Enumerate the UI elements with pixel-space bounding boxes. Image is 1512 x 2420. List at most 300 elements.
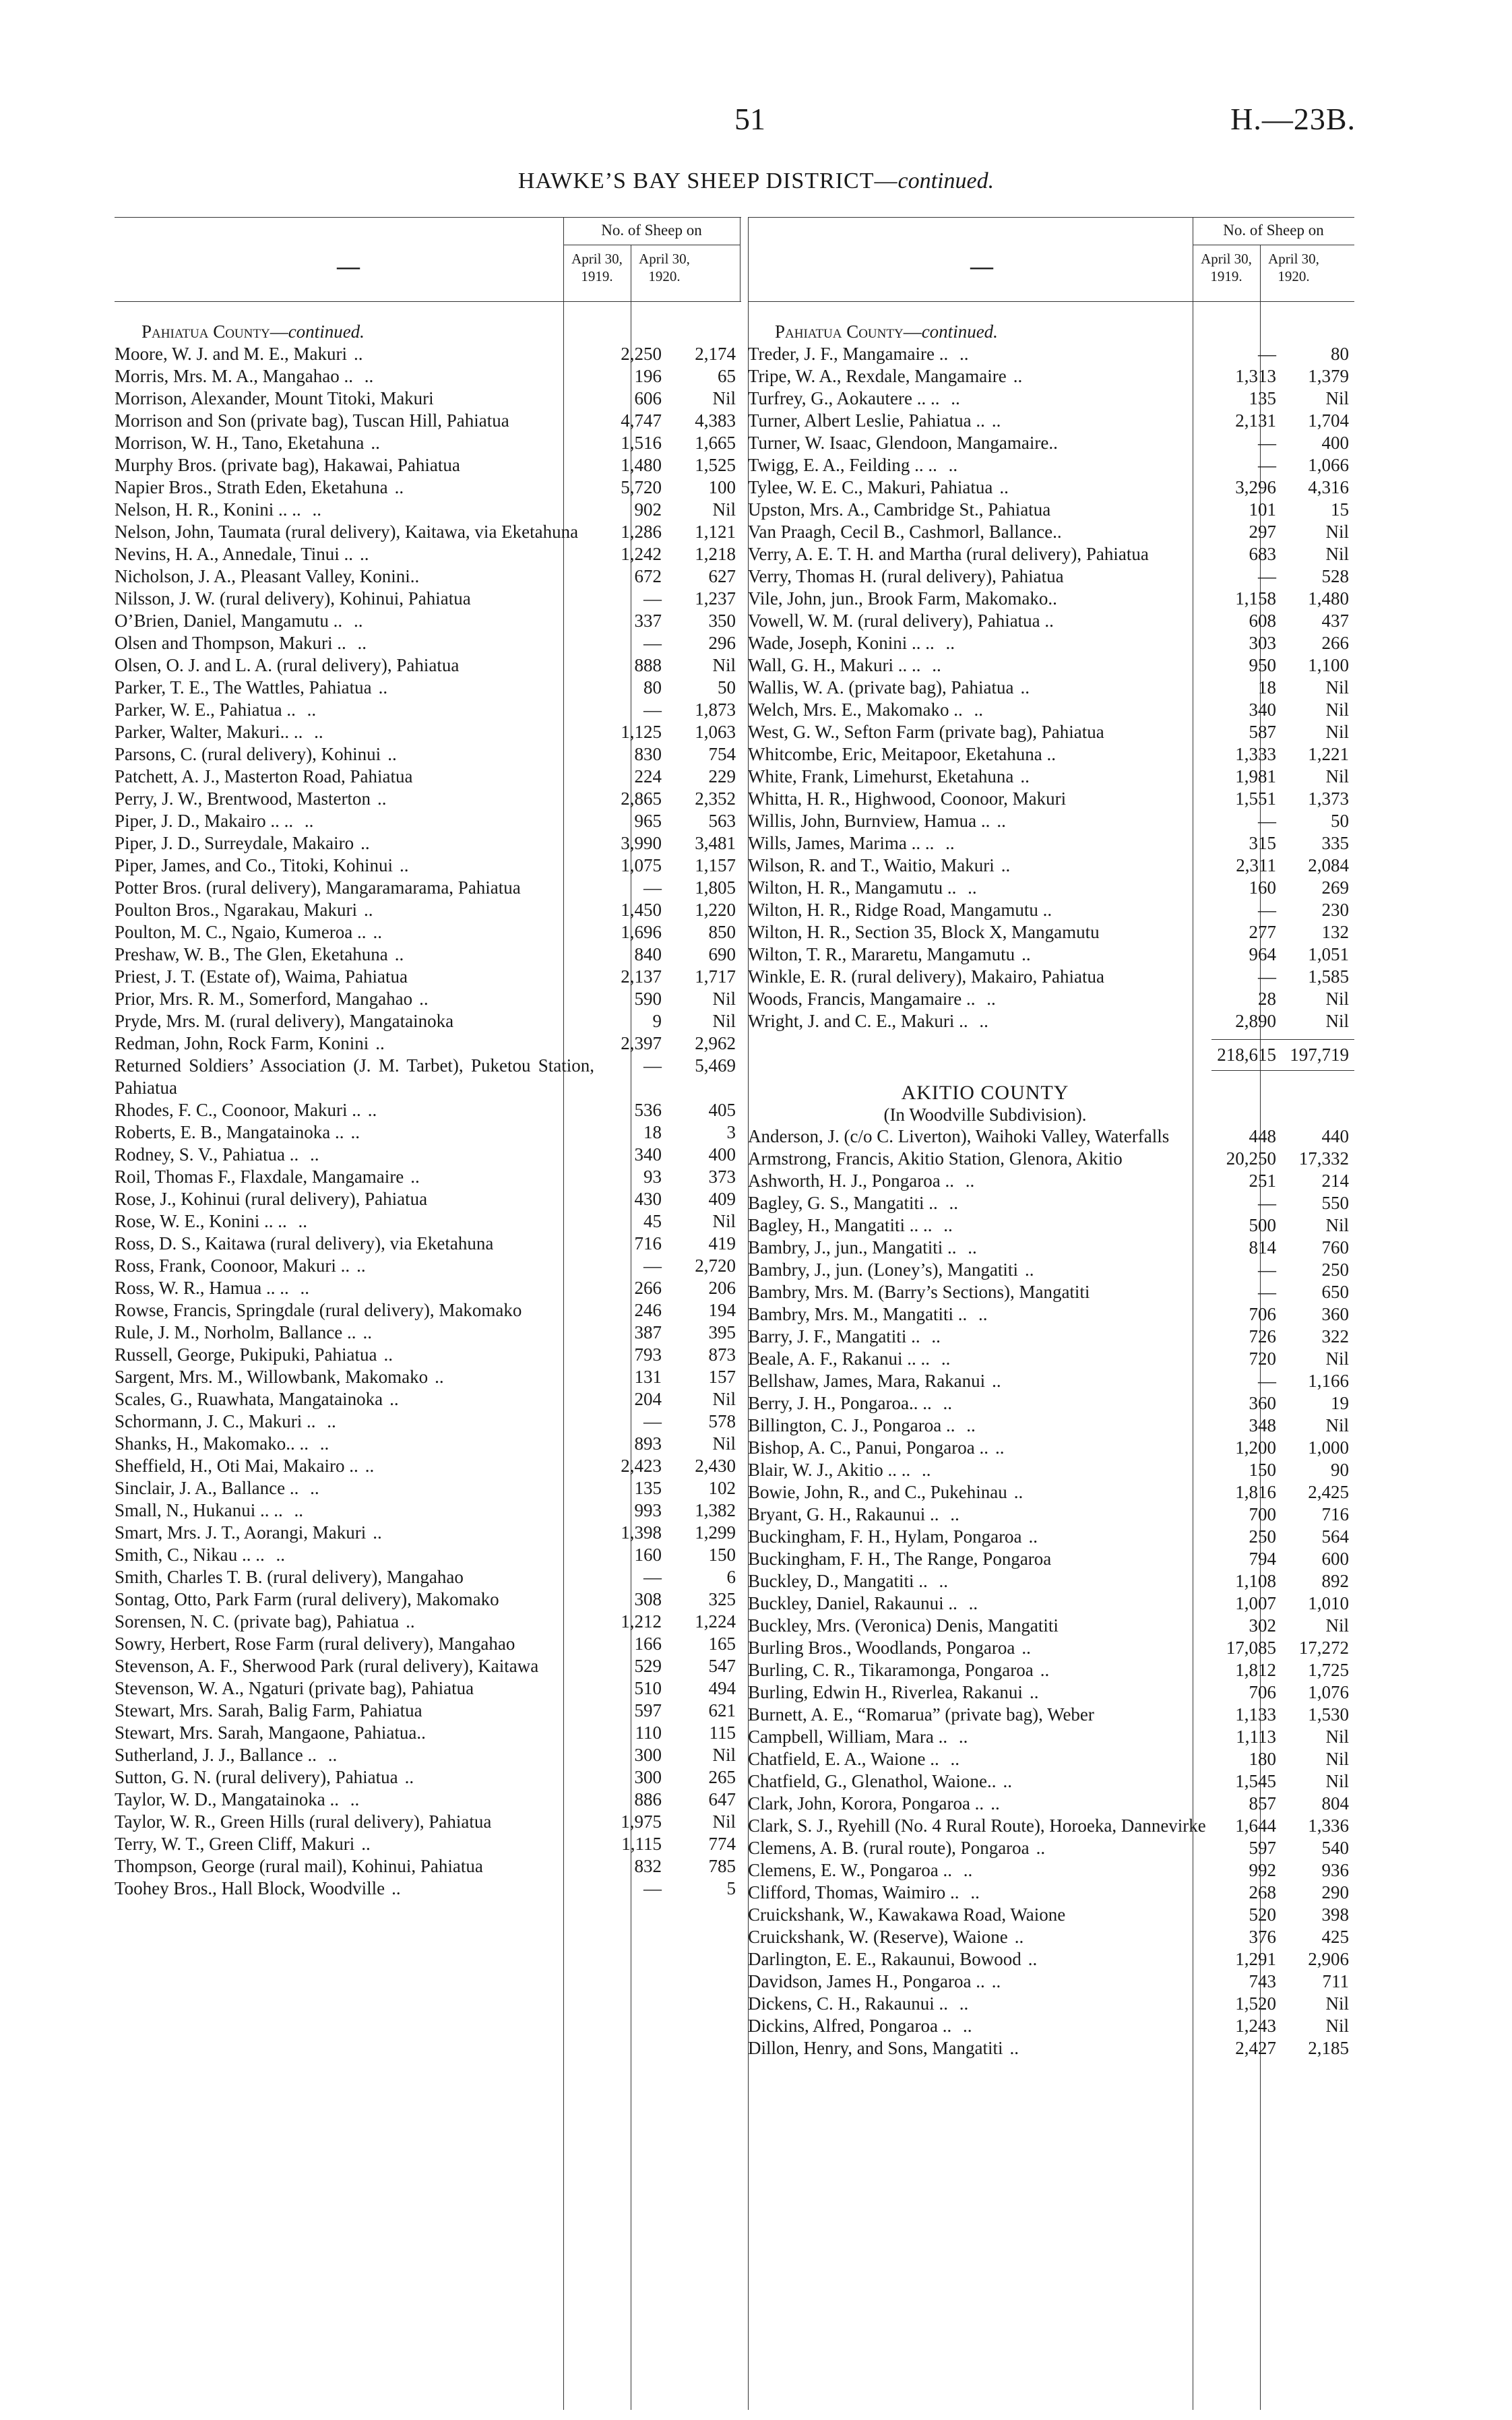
sheep-1920: 1,805 (695, 877, 736, 898)
sheep-1919: — (1258, 566, 1276, 586)
owner-cell (748, 1415, 1211, 1437)
leader-dots: .. (1028, 1526, 1038, 1547)
leader-dots: .. (931, 1326, 941, 1346)
owner-name: Tripe, W. A., Rexdale, Mangamaire (748, 366, 1007, 386)
leader-dots: .. (979, 1011, 988, 1031)
leader-dots: .. (921, 1460, 931, 1480)
leader-dots: .. (361, 1834, 371, 1854)
owner-name: Winkle, E. R. (rural delivery), Makairo, Pahiatua (748, 966, 1104, 987)
owner-cell (115, 588, 597, 610)
owner-cell (748, 1370, 1211, 1392)
owner-name: Verry, Thomas H. (rural delivery), Pahiatua (748, 566, 1064, 586)
sheep-1920: 647 (708, 1789, 736, 1809)
sheep-1920: Nil (1325, 1727, 1349, 1747)
leader-dots: .. (991, 1971, 1001, 1991)
leader-dots: .. (1021, 1638, 1031, 1658)
owner-name: Wilson, R. and T., Waitio, Makuri (748, 855, 995, 875)
leader-dots (419, 566, 426, 586)
leader-dots: .. (435, 1367, 444, 1387)
owner-cell (115, 1144, 597, 1166)
sheep-1920: 711 (1322, 1971, 1349, 1991)
table-row (748, 1904, 1354, 1926)
sheep-1919: 529 (634, 1656, 662, 1676)
table-row (115, 387, 741, 410)
leader-dots: .. (404, 1767, 414, 1787)
owner-cell (748, 1971, 1211, 1993)
table-row (115, 1255, 741, 1277)
sheep-1920: 269 (1321, 877, 1349, 898)
leader-dots: .. (1040, 1660, 1050, 1680)
sheep-count-group-header: No. of Sheep on (601, 222, 702, 239)
sheep-1919: — (643, 588, 662, 609)
owner-name: Bagley, G. S., Mangatiti .. (748, 1193, 943, 1213)
right-entry-list-akitio (748, 1125, 1354, 2059)
table-row (748, 588, 1354, 610)
sheep-1919: 5,720 (621, 477, 662, 497)
sheep-1919: 1,075 (621, 855, 662, 875)
sheep-1919: — (1258, 966, 1276, 987)
sheep-1919: 706 (1249, 1304, 1276, 1324)
column-divider (740, 218, 741, 301)
table-row (115, 1166, 741, 1188)
leader-dots (499, 1589, 506, 1609)
sheep-1919: 2,397 (621, 1033, 662, 1053)
table-row (115, 1210, 741, 1233)
owner-name: Stewart, Mrs. Sarah, Balig Farm, Pahiatua (115, 1700, 422, 1720)
sheep-1920: 290 (1321, 1882, 1349, 1902)
owner-name: Wall, G. H., Makuri .. .. (748, 655, 926, 675)
table-row (748, 1526, 1354, 1548)
owner-cell (748, 654, 1211, 677)
sheep-1920: 2,174 (695, 344, 736, 364)
owner-name: Rowse, Francis, Springdale (rural delivery), Makomako (115, 1300, 522, 1320)
sheep-1919: 830 (634, 744, 662, 764)
sheep-1919: 224 (634, 766, 662, 786)
sheep-1920: Nil (1325, 2016, 1349, 2036)
sheep-1919: 1,243 (1235, 2016, 1276, 2036)
table-row (748, 1348, 1354, 1370)
sheep-1920: 1,480 (1308, 588, 1349, 609)
leader-dots (1052, 900, 1059, 920)
owner-name: Whitcombe, Eric, Meitapoor, Eketahuna .. (748, 744, 1057, 764)
sheep-1920: Nil (1325, 1415, 1349, 1435)
sheep-1919: — (1258, 344, 1276, 364)
sheep-1920: Nil (712, 1433, 736, 1454)
name-column-header: — (337, 254, 360, 279)
leader-dots: .. (312, 499, 321, 520)
sheep-1919: 250 (1249, 1526, 1276, 1547)
table-row (115, 1811, 741, 1833)
table-row (748, 1948, 1354, 1971)
table-row (748, 1570, 1354, 1592)
owner-cell (115, 1055, 597, 1099)
sheep-1920: 4,316 (1308, 477, 1349, 497)
owner-cell (748, 1481, 1211, 1503)
owner-name: Verry, A. E. T. H. and Martha (rural delivery), Pahiatua (748, 544, 1149, 564)
table-row (748, 1481, 1354, 1503)
leader-dots: .. (319, 1433, 329, 1454)
leader-dots: .. (314, 722, 323, 742)
sheep-1919: 2,131 (1235, 410, 1276, 431)
table-row (748, 1748, 1354, 1770)
sheep-1920: 1,525 (695, 455, 736, 475)
table-header (115, 217, 741, 302)
leader-dots (426, 1723, 433, 1743)
owner-cell (115, 1166, 597, 1188)
leader-dots: .. (375, 1033, 385, 1053)
sheep-1919: 608 (1249, 611, 1276, 631)
sheep-1919: 793 (634, 1344, 662, 1365)
total-1919: 218,615 (1211, 1039, 1282, 1071)
owner-name: Schormann, J. C., Makuri .. (115, 1411, 321, 1431)
sheep-count-group-header: No. of Sheep on (1223, 222, 1324, 239)
table-row (748, 2037, 1354, 2059)
owner-cell (115, 810, 597, 832)
table-row (748, 1459, 1354, 1481)
owner-cell (115, 766, 597, 788)
owner-cell (748, 1192, 1211, 1214)
leader-dots: .. (377, 788, 387, 809)
sheep-1920: 80 (1331, 344, 1349, 364)
sheep-1920: 627 (708, 566, 736, 586)
owner-cell (115, 832, 597, 855)
table-row (115, 1789, 741, 1811)
sheep-1919: — (643, 877, 662, 898)
leader-dots (1065, 1904, 1072, 1925)
owner-cell (748, 721, 1211, 743)
owner-cell (115, 632, 597, 654)
owner-cell (748, 1326, 1211, 1348)
owner-cell (748, 1748, 1211, 1770)
sheep-1920: 50 (1331, 811, 1349, 831)
sheep-1919: 160 (634, 1545, 662, 1565)
sheep-1919: 950 (1249, 655, 1276, 675)
owner-cell (115, 1588, 597, 1611)
leader-dots: .. (1014, 1927, 1024, 1947)
sheep-1920: 754 (708, 744, 736, 764)
leader-dots (1066, 788, 1073, 809)
owner-cell (115, 1188, 597, 1210)
sheep-1919: 536 (634, 1100, 662, 1120)
owner-name: Stevenson, W. A., Ngaturi (private bag), Pahiatua (115, 1678, 474, 1698)
sheep-1919: 135 (1249, 388, 1276, 408)
sheep-1920: Nil (712, 989, 736, 1009)
owner-cell (115, 432, 597, 454)
owner-name: Thompson, George (rural mail), Kohinui, Pahiatua (115, 1856, 483, 1876)
left-entry-list (115, 343, 741, 1900)
sheep-1920: Nil (1325, 766, 1349, 786)
owner-cell (748, 921, 1211, 943)
sheep-1920: 194 (708, 1300, 736, 1320)
sheep-1919: 387 (634, 1322, 662, 1342)
owner-cell (748, 610, 1211, 632)
sheep-1920: Nil (1325, 700, 1349, 720)
owner-cell (748, 387, 1211, 410)
owner-cell (748, 499, 1211, 521)
sheep-1920: 1,382 (695, 1500, 736, 1520)
table-row (748, 1815, 1354, 1837)
owner-name: Dickens, C. H., Rakaunui .. (748, 1993, 953, 2014)
sheep-1920: 115 (709, 1723, 736, 1743)
table-row (748, 1281, 1354, 1303)
owner-name: Beale, A. F., Rakanui .. .. (748, 1348, 935, 1369)
sheep-1919: 308 (634, 1589, 662, 1609)
leader-dots (1050, 499, 1057, 520)
owner-cell (115, 1032, 597, 1055)
owner-cell (748, 1704, 1211, 1726)
owner-cell (115, 365, 597, 387)
owner-cell (748, 1170, 1211, 1192)
owner-name: Moore, W. J. and M. E., Makuri (115, 344, 347, 364)
sheep-1919: 110 (635, 1723, 662, 1743)
owner-cell (748, 1348, 1211, 1370)
leader-dots: .. (970, 1882, 980, 1902)
sheep-1919: 832 (634, 1856, 662, 1876)
sheep-1919: 886 (634, 1789, 662, 1809)
sheep-1920: 1,224 (695, 1611, 736, 1632)
sheep-1919: 1,108 (1235, 1571, 1276, 1591)
owner-name: Prior, Mrs. R. M., Somerford, Mangahao (115, 989, 413, 1009)
owner-cell (748, 365, 1211, 387)
leader-dots: .. (373, 1522, 382, 1543)
owner-cell (115, 1277, 597, 1299)
table-row (748, 432, 1354, 454)
owner-name: Terry, W. T., Green Cliff, Makuri (115, 1834, 355, 1854)
sheep-1920: 250 (1321, 1260, 1349, 1280)
owner-cell (748, 788, 1211, 810)
table-header (748, 217, 1354, 302)
sheep-1919: 2,865 (621, 788, 662, 809)
owner-cell (748, 632, 1211, 654)
sheep-1919: 1,812 (1235, 1660, 1276, 1680)
sheep-1920: 1,373 (1308, 788, 1349, 809)
table-row (748, 1010, 1354, 1032)
sheep-1919: 360 (1249, 1393, 1276, 1413)
table-row (115, 1522, 741, 1544)
owner-cell (748, 1526, 1211, 1548)
sheep-1920: 6 (726, 1567, 736, 1587)
owner-cell (748, 588, 1211, 610)
owner-cell (748, 1770, 1211, 1793)
owner-cell (115, 1455, 597, 1477)
sheep-1920: 774 (708, 1834, 736, 1854)
sheep-1919: — (1258, 900, 1276, 920)
table-row (115, 454, 741, 476)
owner-name: Burnett, A. E., “Romarua” (private bag), Weber (748, 1704, 1094, 1725)
table-row (115, 721, 741, 743)
sheep-1920: 1,336 (1308, 1816, 1349, 1836)
leader-dots: .. (945, 633, 955, 653)
owner-cell (115, 499, 597, 521)
sheep-1920: Nil (1325, 1348, 1349, 1369)
owner-cell (748, 699, 1211, 721)
owner-cell (115, 1744, 597, 1766)
owner-cell (115, 543, 597, 565)
sheep-1920: Nil (1325, 989, 1349, 1009)
sheep-1919: 277 (1249, 922, 1276, 942)
table-row (115, 588, 741, 610)
owner-cell (748, 1904, 1211, 1926)
owner-cell (748, 943, 1211, 966)
leader-dots (422, 1700, 429, 1720)
sheep-1919: 1,125 (621, 722, 662, 742)
sheep-1920: 1,063 (695, 722, 736, 742)
sheep-1919: 683 (1249, 544, 1276, 564)
leader-dots: .. (310, 1478, 319, 1498)
table-row (748, 1837, 1354, 1859)
owner-cell (748, 2015, 1211, 2037)
table-row (115, 988, 741, 1010)
owner-name: Tylee, W. E. C., Makuri, Pahiatua (748, 477, 993, 497)
owner-name: Wright, J. and C. E., Makuri .. (748, 1011, 973, 1031)
table-row (748, 721, 1354, 743)
table-row (748, 921, 1354, 943)
sheep-1919: 1,158 (1235, 588, 1276, 609)
leader-dots: .. (948, 455, 958, 475)
table-row (748, 1882, 1354, 1904)
section-heading (115, 321, 741, 343)
sheep-1920: 206 (708, 1278, 736, 1298)
sheep-1920: 1,379 (1308, 366, 1349, 386)
page-number: 51 (734, 102, 765, 136)
table-row (748, 1793, 1354, 1815)
sheep-1920: 266 (1321, 633, 1349, 653)
owner-name: Wills, James, Marima .. .. (748, 833, 939, 853)
sheep-1919: 315 (1249, 833, 1276, 853)
owner-name: Sutherland, J. J., Ballance .. (115, 1745, 321, 1765)
sheep-1919: 1,480 (621, 455, 662, 475)
sheep-1919: — (643, 1411, 662, 1431)
sheep-1919: 300 (634, 1745, 662, 1765)
sheep-1920: 17,332 (1298, 1148, 1349, 1169)
leader-dots: .. (399, 855, 409, 875)
owner-name: Shanks, H., Makomako.. .. (115, 1433, 313, 1454)
owner-cell (748, 1837, 1211, 1859)
leader-dots: .. (350, 1789, 360, 1809)
table-row (115, 1588, 741, 1611)
table-row (115, 1744, 741, 1766)
sheep-1919: — (1258, 433, 1276, 453)
table-row (115, 565, 741, 588)
sheep-1920: 2,430 (695, 1456, 736, 1476)
sheep-1920: 578 (708, 1411, 736, 1431)
table-row (115, 1833, 741, 1855)
owner-cell (748, 410, 1211, 432)
owner-cell (748, 810, 1211, 832)
owner-name: Poulton, M. C., Ngaio, Kumeroa .. (115, 922, 367, 942)
owner-cell (115, 1299, 597, 1322)
sheep-1919: 716 (634, 1233, 662, 1253)
table-row (748, 1303, 1354, 1326)
sheep-1919: 606 (634, 388, 662, 408)
leader-dots: .. (363, 1322, 372, 1342)
table-row (748, 654, 1354, 677)
leader-dots: .. (1028, 1949, 1038, 1969)
leader-dots (471, 588, 478, 609)
sheep-1919: — (643, 1255, 662, 1276)
sheep-1920: Nil (1325, 522, 1349, 542)
leader-dots (1059, 1615, 1065, 1636)
leader-dots: .. (387, 744, 397, 764)
sheep-1920: 3 (726, 1122, 736, 1142)
owner-cell (115, 1499, 597, 1522)
sheep-1919: 1,816 (1235, 1482, 1276, 1502)
table-row (748, 2015, 1354, 2037)
table-row (748, 832, 1354, 855)
sheep-1920: 1,704 (1308, 410, 1349, 431)
owner-name: Smart, Mrs. J. T., Aorangi, Makuri (115, 1522, 367, 1543)
sheep-1920: 102 (708, 1478, 736, 1498)
owner-cell (115, 343, 597, 365)
owner-name: Nelson, John, Taumata (rural delivery), Kaitawa, via Eketahuna (115, 522, 579, 542)
owner-cell (115, 1611, 597, 1633)
leader-dots: .. (962, 2016, 972, 2036)
owner-name: Billington, C. J., Pongaroa .. (748, 1415, 960, 1435)
sheep-1920: 4,383 (695, 410, 736, 431)
owner-cell (115, 899, 597, 921)
leader-dots (459, 655, 466, 675)
owner-name: Cruickshank, W., Kawakawa Road, Waione (748, 1904, 1066, 1925)
sheep-1920: 1,100 (1308, 655, 1349, 675)
table-row (748, 610, 1354, 632)
table-row (115, 1233, 741, 1255)
owner-name: Wilton, T. R., Mararetu, Mangamutu (748, 944, 1015, 964)
leader-dots: .. (383, 1344, 393, 1365)
leader-dots: .. (939, 1571, 948, 1591)
owner-cell (115, 387, 597, 410)
table-row (748, 988, 1354, 1010)
owner-cell (115, 1566, 597, 1588)
leader-dots (408, 966, 414, 987)
owner-cell (748, 1859, 1211, 1882)
owner-name: Buckley, Mrs. (Veronica) Denis, Mangatiti (748, 1615, 1059, 1636)
owner-cell (115, 1522, 597, 1544)
page-header (0, 101, 1512, 142)
owner-name: Vowell, W. M. (rural delivery), Pahiatua .. (748, 611, 1054, 631)
table-row (115, 1477, 741, 1499)
sheep-1920: Nil (1325, 722, 1349, 742)
owner-name: Whitta, H. R., Highwood, Coonoor, Makuri (748, 788, 1067, 809)
table-row (748, 877, 1354, 899)
sheep-1919: 302 (1249, 1615, 1276, 1636)
sheep-1919: 893 (634, 1433, 662, 1454)
sheep-1919: 1,516 (621, 433, 662, 453)
owner-name: Bellshaw, James, Mara, Rakanui (748, 1371, 986, 1391)
table-row (115, 810, 741, 832)
name-column-header: — (970, 254, 993, 279)
sheep-1919: 101 (1249, 499, 1276, 520)
table-row (748, 632, 1354, 654)
leader-dots (483, 1856, 490, 1876)
sheep-1920: Nil (712, 388, 736, 408)
table-row (748, 1503, 1354, 1526)
owner-name: Ashworth, H. J., Pongaroa .. (748, 1171, 959, 1191)
leader-dots (434, 388, 441, 408)
owner-name: Bambry, Mrs. M. (Barry’s Sections), Mangatiti (748, 1282, 1090, 1302)
leader-dots (491, 1811, 498, 1832)
owner-name: Bagley, H., Mangatiti .. .. (748, 1215, 937, 1235)
table-row (115, 1455, 741, 1477)
leader-dots: .. (966, 1415, 976, 1435)
table-row (115, 1611, 741, 1633)
table-row (115, 410, 741, 432)
leader-dots: .. (1020, 677, 1030, 697)
table-row (115, 1144, 741, 1166)
owner-name: Ross, D. S., Kaitawa (rural delivery), via Eketahuna (115, 1233, 494, 1253)
leader-dots: .. (941, 1348, 951, 1369)
leader-dots (412, 766, 419, 786)
sheep-1920: 804 (1321, 1793, 1349, 1813)
